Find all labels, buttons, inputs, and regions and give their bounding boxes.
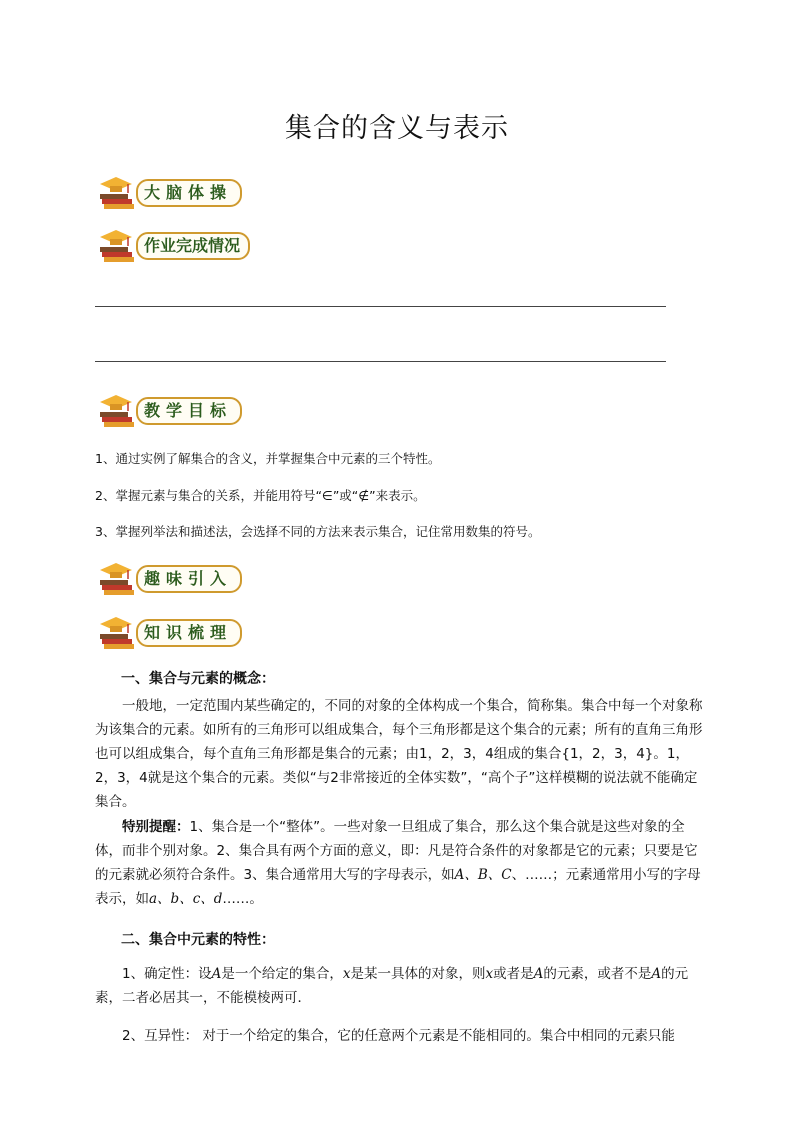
paragraph-distinctness — [95, 1024, 705, 1048]
section-label: 大脑体操 — [136, 179, 242, 207]
section-header-intro — [98, 559, 263, 599]
text: 的元素，二者必居其一，不能模棱两可． — [95, 966, 689, 1006]
paragraph-text: 一般地，一定范围内某些确定的，不同的对象的全体构成一个集合，简称集。集合中每一个对象称为该集合的元素。如所有的三角形可以组成集合，每个三角形都是这个集合的元素；所有的直角三角形也可以组成集合，每个直角三角形都是集合的元素；由1，2，3，4组成的集合{1，2，3，4}。1，2，3，4就是这个集合的元素。类似“与2非常接近的全体实数”，“高个子”这样模糊的说法就不能确定集合。 — [95, 698, 703, 810]
text: 或者是 — [493, 966, 534, 982]
subheading: 一、集合与元素的概念： — [121, 671, 275, 687]
section-label: 趣味引入 — [136, 565, 242, 593]
note-text: 、……；元素通常用小写的字母表示，如 — [95, 867, 701, 907]
math-lower-letters: a、b、c、d — [149, 891, 223, 907]
page-title: 集合的含义与表示 — [285, 113, 509, 144]
section-label: 教学目标 — [136, 397, 242, 425]
section-header-goals — [98, 391, 263, 431]
text: 是某一具体的对象，则 — [350, 966, 486, 982]
objective-item: 1、通过实例了解集合的含义，并掌握集合中元素的三个特性。 — [95, 451, 441, 466]
section-header-knowledge — [98, 613, 263, 653]
text: 的元素，或者不是 — [543, 966, 652, 982]
note-label: 特别提醒： — [122, 819, 190, 835]
math-var: x — [485, 966, 494, 982]
paragraph-note — [95, 815, 705, 911]
section-label: 作业完成情况 — [136, 232, 250, 260]
section-header-brain — [98, 173, 263, 213]
text: 是一个给定的集合， — [221, 966, 343, 982]
objective-item: 2、掌握元素与集合的关系，并能用符号“∈”或“∉”来表示。 — [95, 488, 426, 503]
math-upper-letters: A、B、C — [454, 867, 512, 883]
math-var: x — [342, 966, 351, 982]
objective-item: 3、掌握列举法和描述法，会选择不同的方法来表示集合，记住常用数集的符号。 — [95, 524, 541, 539]
math-var: A — [211, 966, 222, 982]
math-var: A — [651, 966, 662, 982]
section-label: 知识梳理 — [136, 619, 242, 647]
subheading: 二、集合中元素的特性： — [121, 932, 275, 948]
text: 1、确定性：设 — [122, 966, 212, 982]
math-var: A — [533, 966, 544, 982]
answer-line — [95, 306, 666, 307]
note-text: 1、集合是一个“整体”。一些对象一旦组成了集合，那么这个集合就是这些对象的全体，而非个别对象。2、集合具有两个方面的意义，即：凡是符合条件的对象都是它的元素；只要是它的元素就必须符合条件。3、集合通常用大写的字母表示，如 — [95, 819, 698, 883]
paragraph-text: 2、互异性： 对于一个给定的集合，它的任意两个元素是不能相同的。集合中相同的元素只能 — [122, 1028, 675, 1044]
section-header-homework — [98, 226, 263, 266]
note-text: ……。 — [222, 891, 263, 907]
paragraph-concept — [95, 694, 705, 814]
paragraph-determinacy — [95, 962, 705, 1010]
answer-line — [95, 361, 666, 362]
